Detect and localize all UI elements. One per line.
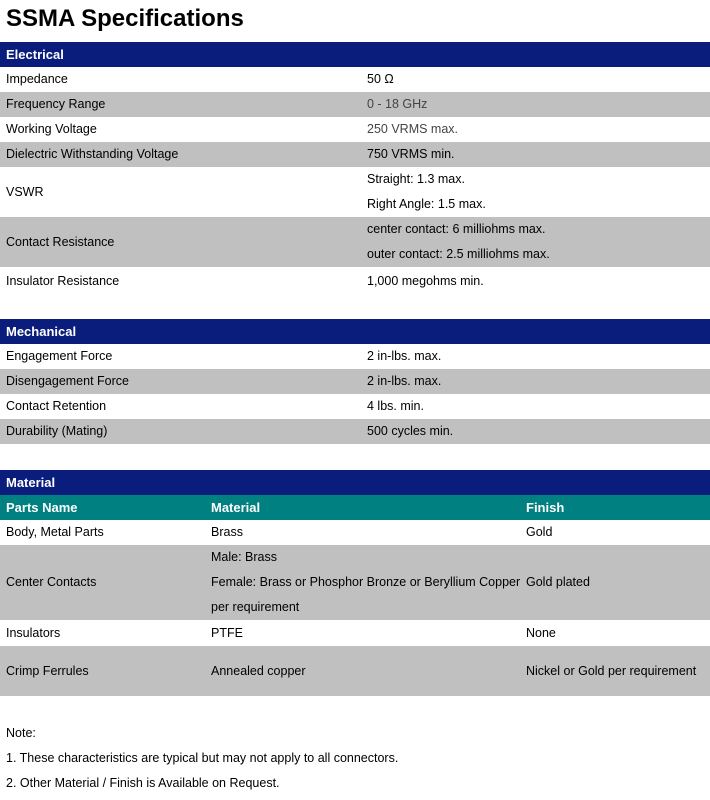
spec-value: 250 VRMS max.	[367, 122, 459, 136]
spec-value: 750 VRMS min.	[367, 147, 455, 161]
spec-row-vswr	[0, 167, 710, 217]
part-material: Female: Brass or Phosphor Bronze or Beryllium Copper	[211, 575, 521, 589]
part-name: Center Contacts	[6, 575, 97, 589]
column-header-material: Material	[211, 500, 261, 515]
part-material: PTFE	[211, 625, 243, 640]
page-title: SSMA Specifications	[6, 5, 244, 32]
column-header-finish: Finish	[526, 500, 565, 515]
spec-row-contact-resistance	[0, 217, 710, 267]
spec-row-contact-retention	[0, 394, 710, 419]
notes-heading: Note:	[6, 726, 36, 740]
spec-value: 1,000 megohms min.	[367, 273, 484, 288]
material-section-header: Material	[0, 470, 710, 495]
material-row-crimp-ferrules	[0, 646, 710, 696]
material-table-header	[0, 495, 710, 520]
spec-row-dielectric-voltage	[0, 142, 710, 167]
spec-row-working-voltage	[0, 117, 710, 142]
spec-label: VSWR	[6, 184, 44, 199]
part-name: Body, Metal Parts	[6, 525, 104, 539]
part-name: Crimp Ferrules	[6, 663, 89, 678]
spec-label: Engagement Force	[6, 349, 113, 363]
part-finish: Gold	[526, 525, 553, 539]
spec-value: Straight: 1.3 max.	[367, 172, 465, 186]
spec-value: 2 in-lbs. max.	[367, 349, 442, 363]
material-row-body	[0, 520, 710, 545]
spec-row-disengagement-force	[0, 369, 710, 394]
spec-row-durability	[0, 419, 710, 444]
note-item: 1. These characteristics are typical but may not apply to all connectors.	[6, 751, 399, 765]
spec-value: Right Angle: 1.5 max.	[367, 197, 486, 211]
spec-label: Impedance	[6, 72, 68, 86]
spec-row-insulator-resistance	[0, 267, 710, 295]
spec-label: Contact Resistance	[6, 234, 115, 249]
column-header-parts-name: Parts Name	[6, 500, 78, 515]
material-row-insulators	[0, 620, 710, 646]
spec-value: 2 in-lbs. max.	[367, 374, 442, 388]
spec-value: center contact: 6 milliohms max.	[367, 222, 546, 236]
spec-label: Disengagement Force	[6, 374, 129, 388]
spec-label: Contact Retention	[6, 399, 107, 413]
part-material: per requirement	[211, 600, 300, 614]
spec-row-frequency-range	[0, 92, 710, 117]
part-material: Brass	[211, 525, 243, 539]
spec-value: 500 cycles min.	[367, 424, 454, 438]
part-finish: Nickel or Gold per requirement	[526, 663, 697, 678]
part-finish: None	[526, 625, 556, 640]
electrical-section-header: Electrical	[0, 42, 710, 67]
spec-row-impedance	[0, 67, 710, 92]
mechanical-section-header: Mechanical	[0, 319, 710, 344]
spec-label: Durability (Mating)	[6, 424, 108, 438]
spec-value: 50 Ω	[367, 72, 394, 86]
spec-value: outer contact: 2.5 milliohms max.	[367, 247, 550, 261]
spec-label: Insulator Resistance	[6, 273, 120, 288]
material-row-center-contacts	[0, 545, 710, 620]
note-item: 2. Other Material / Finish is Available on Request.	[6, 776, 280, 790]
spec-label: Working Voltage	[6, 122, 97, 136]
part-material: Annealed copper	[211, 663, 306, 678]
part-material: Male: Brass	[211, 550, 277, 564]
spec-value: 4 lbs. min.	[367, 399, 424, 413]
spec-label: Frequency Range	[6, 97, 106, 111]
spec-row-engagement-force	[0, 344, 710, 369]
spec-label: Dielectric Withstanding Voltage	[6, 147, 179, 161]
spec-value: 0 - 18 GHz	[367, 97, 428, 111]
part-name: Insulators	[6, 625, 61, 640]
part-finish: Gold plated	[526, 575, 590, 589]
